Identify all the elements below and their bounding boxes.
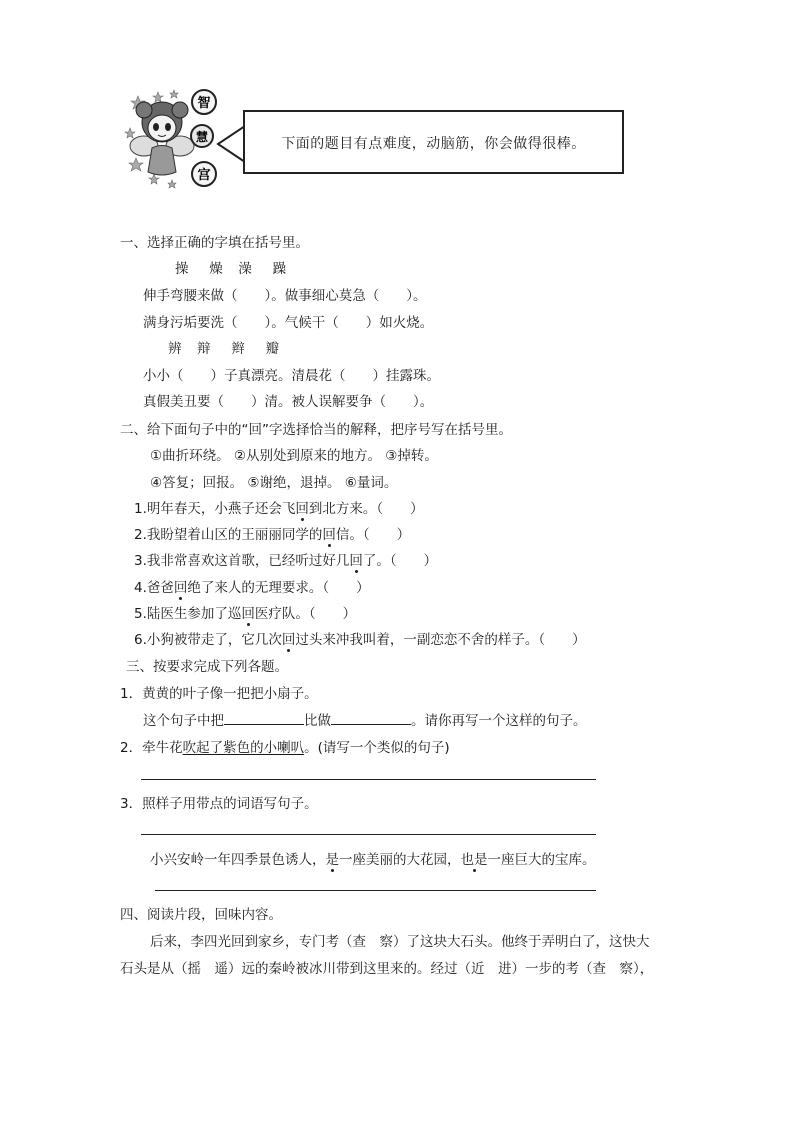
underlined-phrase: 吹起了紫色的小喇叭	[182, 740, 305, 756]
speech-bubble	[243, 110, 624, 174]
section1-line2: 满身污垢要洗（ ）。气候干（ ）如火烧。	[143, 315, 434, 331]
item-text: 3.我非常喜欢这首歌，已经听过好几	[134, 553, 350, 569]
item-text: 4.爸爸	[134, 580, 174, 596]
section4-paragraph-line2: 石头是从（摇 遥）远的秦岭被冰川带到这里来的。经过（近 进）一步的考（查 察），	[120, 961, 654, 977]
item-text: 1.明年春天，小燕子还会飞	[134, 501, 296, 517]
mascot-char-2: 慧	[195, 130, 209, 144]
blank-field[interactable]	[224, 712, 304, 725]
section1-line3: 小小（ ）子真漂亮。清晨花（ ）挂露珠。	[143, 368, 440, 384]
dotted-char: 回	[322, 527, 336, 543]
section2-item-5	[134, 602, 356, 622]
q2-text: 。(请写一个类似的句子)	[304, 740, 450, 756]
item-text: 5.陆医生参加了巡	[134, 606, 242, 622]
section1-char-group2: 辨 辩 辫 瓣	[168, 341, 281, 357]
item-text: 医疗队。（ ）	[254, 606, 357, 622]
q1-text-a: 这个句子中把	[143, 713, 224, 729]
example-text: 一座美丽的大花园，	[339, 852, 461, 868]
mascot-illustration	[124, 88, 224, 190]
speech-bubble-tail	[216, 124, 246, 164]
dotted-char: 回	[295, 501, 309, 517]
answer-line[interactable]	[155, 890, 596, 891]
dotted-char: 回	[241, 606, 255, 622]
section1-char-group1: 操 燥 澡 躁	[175, 261, 288, 277]
item-text: 6.小狗被带走了，它几次	[134, 632, 282, 648]
item-text: 绝了来人的无理要求。（ ）	[187, 580, 370, 596]
item-text: 到北方来。（ ）	[308, 501, 424, 517]
section3-q1: 1．黄黄的叶子像一把把小扇子。	[120, 686, 318, 702]
example-text: 小兴安岭一年四季景色诱人，	[150, 852, 326, 868]
section3-q1-answer	[143, 709, 587, 729]
section2-item-4	[134, 576, 370, 596]
section2-item-3	[134, 549, 437, 569]
mascot-char-1: 智	[197, 96, 211, 111]
section2-options1: ①曲折环绕。 ②从别处到原来的地方。 ③掉转。	[150, 448, 438, 464]
item-text: 2.我盼望着山区的王丽丽同学的	[134, 527, 323, 543]
dotted-char: 回	[349, 553, 363, 569]
q2-text: 2．牵牛花	[120, 740, 183, 756]
item-text: 过头来冲我叫着，一副恋恋不舍的样子。（ ）	[295, 632, 586, 648]
section1-line1: 伸手弯腰来做（ ）。做事细心莫急（ ）。	[143, 288, 427, 304]
section2-item-2	[134, 523, 410, 543]
section3-q2	[120, 736, 450, 756]
answer-line[interactable]	[141, 834, 596, 835]
section3-title: 三、按要求完成下列各题。	[126, 659, 288, 675]
answer-line[interactable]	[141, 779, 596, 780]
fairy-mascot-icon	[124, 88, 224, 190]
dotted-char: 回	[281, 632, 296, 648]
section2-title: 二、给下面句子中的“回”字选择恰当的解释，把序号写在括号里。	[120, 422, 512, 438]
section3-q3: 3．照样子用带点的词语写句子。	[120, 796, 318, 812]
item-text: 信。（ ）	[335, 527, 411, 543]
section4-title: 四、阅读片段，回味内容。	[120, 907, 282, 923]
dotted-char: 回	[173, 580, 188, 596]
section2-options2: ④答复；回报。 ⑤谢绝，退掉。 ⑥量词。	[150, 475, 398, 491]
section2-item-1	[134, 497, 424, 517]
section1-title: 一、选择正确的字填在括号里。	[120, 235, 309, 251]
mascot-char-3: 宫	[197, 168, 211, 183]
section4-paragraph-line1: 后来，李四光回到家乡，专门考（查 察）了这块大石头。他终于弄明白了，这快大	[150, 934, 650, 950]
example-text: 一座巨大的宝库。	[487, 852, 596, 868]
section3-example	[150, 848, 596, 868]
q1-text-c: 。请你再写一个这样的句子。	[411, 713, 587, 729]
dotted-word: 也是	[460, 852, 488, 868]
section2-item-6	[134, 628, 586, 648]
blank-field[interactable]	[331, 712, 411, 725]
dotted-word: 是	[325, 852, 339, 868]
section1-line4: 真假美丑要（ ）清。被人误解要争（ ）。	[143, 394, 434, 410]
bubble-text: 下面的题目有点难度，动脑筋，你会做得很棒。	[281, 136, 586, 152]
item-text: 了。（ ）	[362, 553, 438, 569]
q1-text-b: 比做	[304, 713, 331, 729]
